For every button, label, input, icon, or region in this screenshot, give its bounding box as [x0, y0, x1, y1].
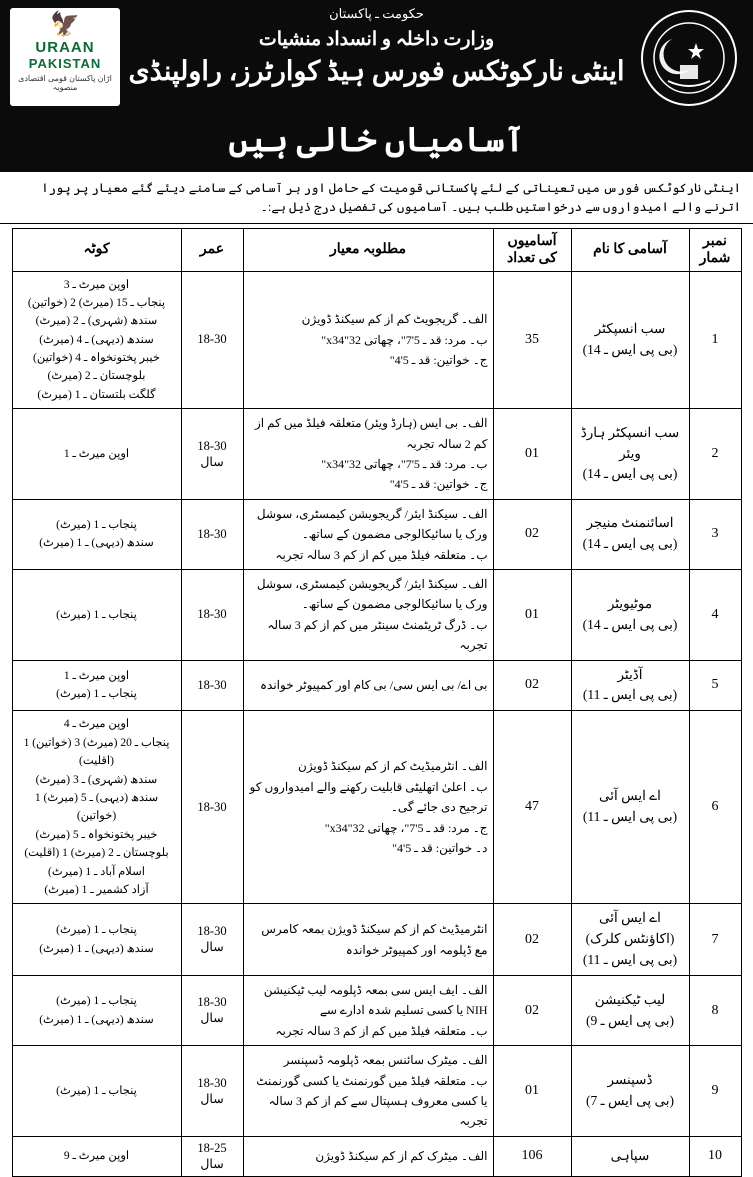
vacancies-table — [12, 228, 742, 1177]
quota-line: خیبر پختونخواہ ـ 4 (خواتین) — [33, 352, 160, 365]
cell-quota — [12, 660, 181, 711]
quota-line: پنجاب ـ 1 (میرٹ) — [56, 608, 137, 621]
cell-post-name — [571, 271, 689, 409]
table-row — [12, 711, 741, 904]
post-name-line: سب انسپکٹر — [594, 320, 666, 336]
cell-vacancy-count: 02 — [493, 499, 571, 569]
uraan-logo-line2: PAKISTAN — [28, 56, 102, 71]
cell-serial: 7 — [689, 904, 741, 976]
cell-post-name — [571, 711, 689, 904]
header-band — [0, 0, 753, 115]
quota-line: آزاد کشمیر ـ 1 (میرٹ) — [44, 883, 149, 896]
cell-age: 18-30 — [181, 660, 243, 711]
table-header-row — [12, 228, 741, 271]
cell-vacancy-count: 02 — [493, 904, 571, 976]
cell-criteria — [243, 904, 493, 976]
cell-serial: 8 — [689, 976, 741, 1046]
table-row — [12, 569, 741, 660]
quota-line: سندھ (دیہی) ـ 5 (میرٹ) 1 (خواتین) — [34, 791, 159, 823]
cell-criteria — [243, 1136, 493, 1176]
cell-age: 18-30 — [181, 711, 243, 904]
cell-criteria — [243, 569, 493, 660]
quota-line: پنجاب ـ 1 (میرٹ) — [56, 1084, 137, 1097]
post-name-line: (بی پی ایس ـ 14) — [582, 536, 678, 552]
post-name-line: (بی پی ایس ـ 14) — [582, 616, 678, 632]
table-row — [12, 1136, 741, 1176]
cell-quota — [12, 569, 181, 660]
cell-quota — [12, 499, 181, 569]
quota-line: بلوچستان ـ 2 (میرٹ) 1 (اقلیت) — [24, 847, 169, 860]
table-row — [12, 1046, 741, 1137]
criteria-line: الف۔ میٹرک سائنس بمعہ ڈپلومہ ڈسپنسر — [283, 1053, 488, 1068]
quota-line: پنجاب ـ 15 (میرٹ) 2 (خواتین) — [27, 296, 166, 309]
post-name-line: (بی پی ایس ـ 7) — [586, 1093, 674, 1108]
cell-serial: 1 — [689, 271, 741, 409]
cell-criteria — [243, 711, 493, 904]
cell-post-name — [571, 976, 689, 1046]
quota-line: اوپن میرٹ ـ 1 — [63, 670, 130, 683]
post-name-line: ڈسپنسر — [607, 1072, 653, 1088]
cell-criteria — [243, 271, 493, 409]
cell-vacancy-count: 02 — [493, 660, 571, 711]
quota-line: سندھ (دیہی) ـ 1 (میرٹ) — [39, 537, 154, 550]
cell-vacancy-count: 106 — [493, 1136, 571, 1176]
quota-line: اوپن میرٹ ـ 4 — [63, 718, 130, 731]
quota-line: سندھ (دیہی) ـ 4 (میرٹ) — [39, 333, 154, 346]
cell-vacancy-count: 35 — [493, 271, 571, 409]
cell-vacancy-count: 02 — [493, 976, 571, 1046]
cell-vacancy-count: 47 — [493, 711, 571, 904]
quota-line: اوپن میرٹ ـ 3 — [63, 278, 130, 291]
criteria-line: ب۔ ڈرگ ٹریٹمنٹ سینٹر میں کم از کم 3 سالہ تجربہ — [267, 617, 488, 653]
post-name-line: اے ایس آئی — [599, 788, 661, 804]
criteria-line: ج۔ مرد: قد ـ 5'7"، چھاتی 32"x34" — [324, 820, 488, 835]
quota-line: اوپن میرٹ ـ 1 — [63, 447, 130, 460]
uraan-logo-subtitle: اڑان پاکستان قومی اقتصادی منصوبہ — [18, 74, 112, 92]
cell-vacancy-count: 01 — [493, 409, 571, 500]
uraan-bird-icon: 🦅 — [50, 11, 80, 38]
criteria-line: الف۔ بی ایس (ہارڈ ویئر) متعلقہ فیلڈ میں کم از کم 2 سالہ تجربہ — [254, 416, 488, 451]
criteria-line: ب۔ متعلقہ فیلڈ میں کم از کم 3 سالہ تجربہ — [275, 1023, 488, 1038]
cell-quota — [12, 1046, 181, 1137]
cell-serial: 10 — [689, 1136, 741, 1176]
cell-post-name — [571, 409, 689, 500]
cell-quota — [12, 976, 181, 1046]
post-name-line: (بی پی ایس ـ 11) — [582, 687, 678, 703]
criteria-line: ب۔ مرد: قد ـ 5'7"، چھاتی 32"x34" — [321, 457, 488, 472]
table-body — [12, 271, 741, 1176]
cell-serial: 9 — [689, 1046, 741, 1137]
quota-line: پنجاب ـ 1 (میرٹ) — [56, 518, 137, 531]
table-row — [12, 660, 741, 711]
criteria-line: ب۔ متعلقہ فیلڈ میں گورنمنٹ یا کسی گورنمنٹ یا کسی معروف ہسپتال سے کم از کم 3 سالہ تجربہ — [256, 1073, 488, 1129]
quota-line: بلوچستان ـ 2 (میرٹ) — [47, 370, 146, 383]
criteria-line: انٹرمیڈیٹ کم از کم سیکنڈ ڈویژن بمعہ کامرس مع ڈپلومہ اور کمپیوٹر خواندہ — [261, 922, 488, 957]
criteria-line: الف۔ میٹرک کم از کم سیکنڈ ڈویژن — [315, 1149, 488, 1164]
criteria-line: ب۔ متعلقہ فیلڈ میں کم از کم 3 سالہ تجربہ — [275, 547, 488, 562]
criteria-line: ب۔ اعلیٰ اتھلیٹی قابلیت رکھنے والے امیدواروں کو ترجیح دی جائے گی۔ — [249, 779, 488, 815]
cell-age: 18-25 سال — [181, 1136, 243, 1176]
cell-quota — [12, 711, 181, 904]
table-row — [12, 271, 741, 409]
uraan-logo-line1: URAAN — [35, 39, 95, 56]
quota-line: گلگت بلتستان ـ 1 (میرٹ) — [37, 388, 156, 401]
col-criteria: مطلوبہ معیار — [243, 228, 493, 271]
post-name-line: (اکاؤنٹس کلرک) — [585, 931, 675, 947]
post-name-line: لیب ٹیکنیشن — [594, 991, 666, 1007]
col-serial: نمبر شمار — [689, 228, 741, 271]
criteria-line: ب۔ مرد: قد ـ 5'7"، چھاتی 32"x34" — [321, 332, 488, 347]
cell-criteria — [243, 976, 493, 1046]
quota-line: سندھ (دیہی) ـ 1 (میرٹ) — [39, 942, 154, 955]
quota-line: سندھ (شہری) ـ 3 (میرٹ) — [35, 773, 158, 786]
quota-line: سندھ (شہری) ـ 2 (میرٹ) — [35, 315, 158, 328]
cell-age: 18-30 — [181, 569, 243, 660]
cell-serial: 4 — [689, 569, 741, 660]
criteria-line: الف۔ ایف ایس سی بمعہ ڈپلومہ لیب ٹیکنیشن NIH یا کسی تسلیم شدہ ادارے سے — [263, 983, 488, 1018]
intro-paragraph: اینٹی نارکوٹکس فورس میں تعیناتی کے لئے پاکستانی قومیت کے حامل اور ہر آسامی کے سامنے دیئے گئے معیار پر پورا اترنے والے امیدواروں سے درخواستیں طلب ہیں۔ آسامیوں کی تفصیل درج ذیل ہے:۔ — [0, 172, 753, 224]
cell-serial: 5 — [689, 660, 741, 711]
post-name-line: سپاہی — [610, 1147, 650, 1163]
post-name-line: (بی پی ایس ـ 11) — [582, 952, 678, 968]
post-name-line: (بی پی ایس ـ 14) — [582, 341, 678, 357]
table-row — [12, 904, 741, 976]
cell-age: 18-30 سال — [181, 1046, 243, 1137]
criteria-line: بی اے/ بی ایس سی/ بی کام اور کمپیوٹر خواندہ — [260, 678, 488, 693]
quota-line: پنجاب ـ 20 (میرٹ) 3 (خواتین) 1 (اقلیت) — [23, 736, 170, 768]
table-row — [12, 976, 741, 1046]
cell-age: 18-30 سال — [181, 904, 243, 976]
cell-quota — [12, 409, 181, 500]
post-name-line: (بی پی ایس ـ 9) — [586, 1012, 674, 1028]
post-name-line: (بی پی ایس ـ 11) — [582, 809, 678, 825]
criteria-line: الف۔ انٹرمیڈیٹ کم از کم سیکنڈ ڈویژن — [298, 759, 488, 774]
criteria-line: د۔ خواتین: قد ـ 5'4" — [392, 840, 488, 855]
cell-quota — [12, 1136, 181, 1176]
col-age: عمر — [181, 228, 243, 271]
table-row — [12, 409, 741, 500]
cell-age: 18-30 سال — [181, 976, 243, 1046]
post-name-line: اے ایس آئی — [599, 910, 661, 926]
cell-age: 18-30 — [181, 271, 243, 409]
criteria-line: ج۔ خواتین: قد ـ 5'4" — [389, 477, 488, 492]
table-row — [12, 499, 741, 569]
cell-post-name — [571, 904, 689, 976]
government-line: حکومت ـ پاکستان — [329, 6, 424, 21]
criteria-line: ج۔ خواتین: قد ـ 5'4" — [389, 353, 488, 368]
post-name-line: اسائنمنٹ منیجر — [586, 515, 674, 531]
quota-line: اوپن میرٹ ـ 9 — [63, 1150, 130, 1163]
department-name: اینٹی نارکوٹکس فورس ہیڈ کوارٹرز، راولپنڈی — [128, 56, 625, 86]
cell-criteria — [243, 409, 493, 500]
quota-line: خیبر پختونخواہ ـ 5 (میرٹ) — [35, 828, 158, 841]
cell-serial: 6 — [689, 711, 741, 904]
cell-vacancy-count: 01 — [493, 569, 571, 660]
quota-line: پنجاب ـ 1 (میرٹ) — [56, 924, 137, 937]
criteria-line: الف۔ سیکنڈ ایئر/ گریجویشن کیمسٹری، سوشل ورک یا سائیکالوجی مضمون کے ساتھ۔ — [256, 506, 488, 542]
post-name-line: موٹیویٹر — [607, 595, 653, 611]
cell-post-name — [571, 499, 689, 569]
page-title: آسامیاں خالی ہیں — [0, 115, 753, 172]
cell-criteria — [243, 660, 493, 711]
cell-quota — [12, 904, 181, 976]
col-quota: کوٹہ — [12, 228, 181, 271]
cell-post-name — [571, 569, 689, 660]
cell-vacancy-count: 01 — [493, 1046, 571, 1137]
criteria-line: الف۔ سیکنڈ ایئر/ گریجویشن کیمسٹری، سوشل ورک یا سائیکالوجی مضمون کے ساتھ۔ — [256, 576, 488, 612]
quota-line: اسلام آباد ـ 1 (میرٹ) — [48, 865, 145, 878]
quota-line: پنجاب ـ 1 (میرٹ) — [56, 688, 137, 701]
post-name-line: آڈیٹر — [617, 666, 643, 682]
cell-criteria — [243, 1046, 493, 1137]
quota-line: پنجاب ـ 1 (میرٹ) — [56, 995, 137, 1008]
cell-serial: 2 — [689, 409, 741, 500]
criteria-line: الف۔ گریجویٹ کم از کم سیکنڈ ڈویژن — [301, 312, 488, 327]
cell-age: 18-30 — [181, 499, 243, 569]
cell-post-name — [571, 1136, 689, 1176]
post-name-line: (بی پی ایس ـ 14) — [582, 466, 678, 482]
cell-post-name — [571, 1046, 689, 1137]
post-name-line: سب انسپکٹر ہارڈ ویئر — [580, 424, 680, 461]
cell-age: 18-30 سال — [181, 409, 243, 500]
cell-serial: 3 — [689, 499, 741, 569]
col-vacancy-count: آسامیوں کی تعداد — [493, 228, 571, 271]
cell-quota — [12, 271, 181, 409]
col-post-name: آسامی کا نام — [571, 228, 689, 271]
pakistan-emblem-icon — [641, 10, 737, 106]
cell-post-name — [571, 660, 689, 711]
quota-line: سندھ (دیہی) ـ 1 (میرٹ) — [39, 1013, 154, 1026]
cell-criteria — [243, 499, 493, 569]
ministry-name: وزارت داخلہ و انسداد منشیات — [258, 29, 495, 50]
